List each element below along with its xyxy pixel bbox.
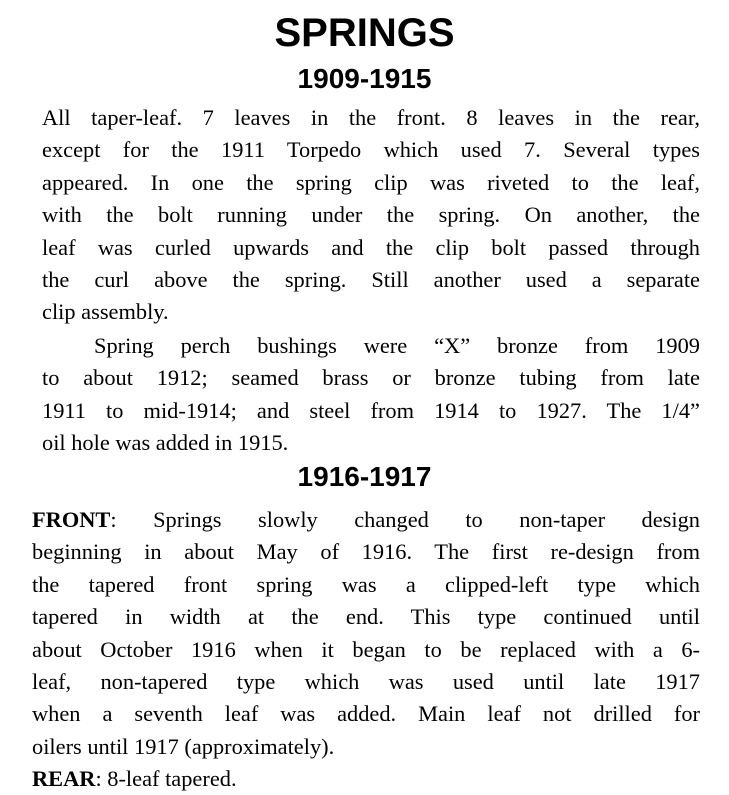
text-line: the curl above the spring. Still another used a separate <box>42 266 700 292</box>
rear-label: REAR <box>32 766 96 791</box>
section-heading-1916-1917: 1916-1917 <box>297 461 432 492</box>
text-line: 1911 to mid-1914; and steel from 1914 to 1927. The 1/4” <box>42 397 700 423</box>
text-line: appeared. In one the spring clip was riveted to the leaf, <box>42 169 700 195</box>
paragraph-taper-leaf <box>42 102 700 329</box>
text-line: Spring perch bushings were “X” bronze from 1909 <box>94 333 700 358</box>
text-line: leaf was curled upwards and the clip bolt passed through <box>42 234 700 260</box>
rear-text: : 8-leaf tapered. <box>95 766 237 791</box>
text-line: except for the 1911 Torpedo which used 7. Several types <box>42 137 700 163</box>
text-line <box>32 763 700 795</box>
front-text: : Springs slowly changed to non-taper design <box>110 507 700 532</box>
text-line: oilers until 1917 (approximately). <box>32 733 335 759</box>
text-line: tapered in width at the end. This type continued until <box>32 604 700 630</box>
text-line: with the bolt running under the spring. On another, the <box>42 202 700 228</box>
text-line: about October 1916 when it began to be replaced with a 6- <box>32 636 700 662</box>
text-line: to about 1912; seamed brass or bronze tubing from late <box>42 365 700 391</box>
text-line: leaf, non-tapered type which was used until late 1917 <box>32 668 700 694</box>
text-line: beginning in about May of 1916. The first re-design from <box>32 539 700 565</box>
text-line: clip assembly. <box>42 299 169 325</box>
text-line: when a seventh leaf was added. Main leaf not drilled for <box>32 701 700 727</box>
text-line <box>32 504 700 536</box>
paragraph-perch-bushings <box>42 330 700 460</box>
text-line: the tapered front spring was a clipped-left type which <box>32 571 700 597</box>
paragraph-rear-springs <box>32 763 700 795</box>
text-line: oil hole was added in 1915. <box>42 430 289 456</box>
section-heading-1909-1915: 1909-1915 <box>297 63 432 94</box>
paragraph-front-springs <box>32 504 700 763</box>
text-line: All taper-leaf. 7 leaves in the front. 8 leaves in the rear, <box>42 105 700 130</box>
page-title: SPRINGS <box>274 11 455 55</box>
front-label: FRONT <box>32 507 111 532</box>
